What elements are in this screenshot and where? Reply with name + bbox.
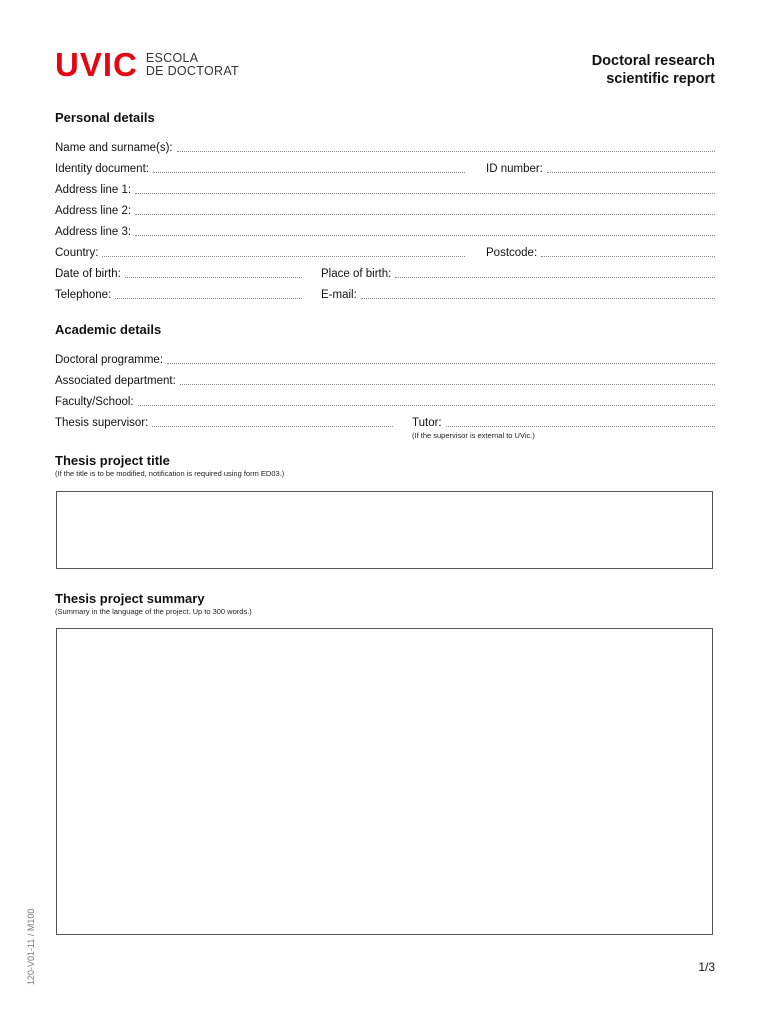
thesis-summary-box[interactable] xyxy=(56,628,713,935)
identity-document-label: Identity document: xyxy=(55,163,149,175)
place-of-birth-label: Place of birth: xyxy=(321,268,392,280)
logo-line-1: ESCOLA xyxy=(145,51,199,65)
thesis-title-box[interactable] xyxy=(56,491,713,569)
document-title xyxy=(592,52,715,88)
address-line-2-field[interactable] xyxy=(55,203,715,217)
logo-mark: UVIC xyxy=(55,46,138,83)
country-field[interactable] xyxy=(55,245,465,259)
name-field[interactable] xyxy=(55,140,715,154)
identity-document-field[interactable] xyxy=(55,161,465,175)
tutor-label: Tutor: xyxy=(412,417,442,429)
postcode-label: Postcode: xyxy=(486,247,538,259)
page-number: 1/3 xyxy=(698,960,715,974)
name-label: Name and surname(s): xyxy=(55,142,173,154)
thesis-title-note: (If the title is to be modified, notification is required using form ED03.) xyxy=(55,469,285,478)
logo-text xyxy=(146,52,239,78)
faculty-school-field[interactable] xyxy=(55,394,715,408)
logo-line-2: DE DOCTORAT xyxy=(145,64,239,78)
country-label: Country: xyxy=(55,247,99,259)
date-of-birth-field[interactable] xyxy=(55,266,302,280)
telephone-field[interactable] xyxy=(55,287,302,301)
id-number-field[interactable] xyxy=(486,161,715,175)
thesis-supervisor-field[interactable] xyxy=(55,415,393,429)
doctoral-programme-field[interactable] xyxy=(55,352,715,366)
title-line-2: scientific report xyxy=(606,71,715,87)
address-line-2-label: Address line 2: xyxy=(55,205,132,217)
thesis-title-heading: Thesis project title xyxy=(55,453,170,468)
email-label: E-mail: xyxy=(321,289,357,301)
address-line-3-label: Address line 3: xyxy=(55,226,132,238)
doctoral-programme-label: Doctoral programme: xyxy=(55,354,164,366)
title-line-1: Doctoral research xyxy=(591,53,715,69)
date-of-birth-label: Date of birth: xyxy=(55,268,121,280)
thesis-summary-heading: Thesis project summary xyxy=(55,591,205,606)
faculty-school-label: Faculty/School: xyxy=(55,396,134,408)
place-of-birth-field[interactable] xyxy=(321,266,715,280)
thesis-summary-note: (Summary in the language of the project. Up to 300 words.) xyxy=(55,607,252,616)
uvic-logo xyxy=(55,46,239,83)
associated-department-field[interactable] xyxy=(55,373,715,387)
associated-department-label: Associated department: xyxy=(55,375,176,387)
academic-details-heading: Academic details xyxy=(55,322,162,337)
personal-details-heading: Personal details xyxy=(55,110,155,125)
tutor-field[interactable] xyxy=(412,415,715,429)
email-field[interactable] xyxy=(321,287,715,301)
thesis-supervisor-label: Thesis supervisor: xyxy=(55,417,149,429)
address-line-3-field[interactable] xyxy=(55,224,715,238)
id-number-label: ID number: xyxy=(486,163,543,175)
postcode-field[interactable] xyxy=(486,245,715,259)
address-line-1-label: Address line 1: xyxy=(55,184,132,196)
address-line-1-field[interactable] xyxy=(55,182,715,196)
telephone-label: Telephone: xyxy=(55,289,112,301)
form-code: 120-V01-11 / M100 xyxy=(26,908,36,985)
tutor-note: (If the supervisor is external to UVic.) xyxy=(412,431,535,440)
